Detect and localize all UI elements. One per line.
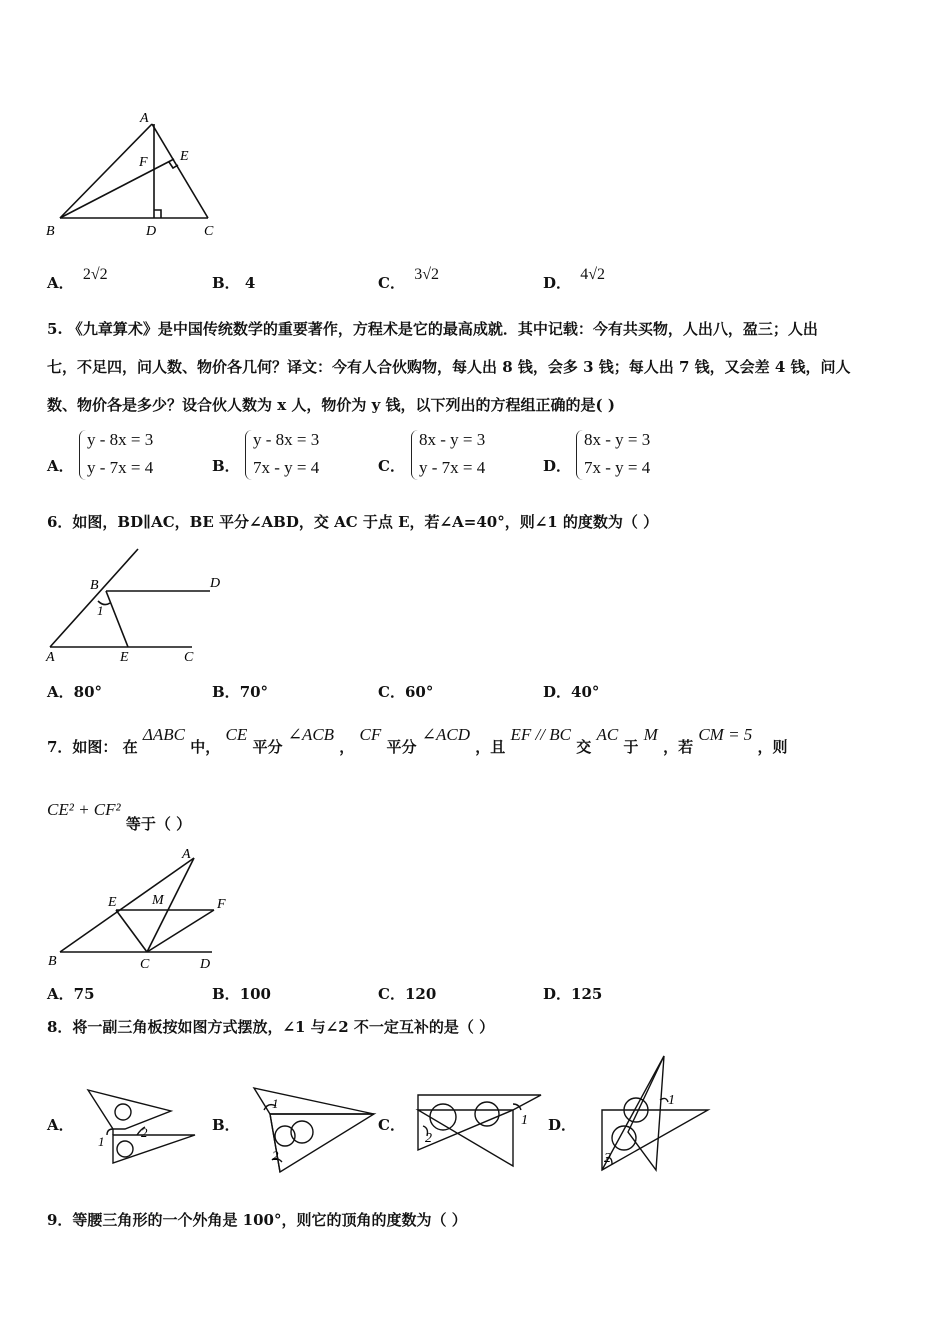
brace-icon: [79, 430, 86, 480]
q4-option-b[interactable]: [212, 272, 255, 293]
option-value: 4√2: [580, 266, 606, 283]
option-letter: C．: [378, 683, 405, 701]
q5-stem-line3: 数、物价各是多少？设合伙人数为 x 人，物价为 y 钱，以下列出的方程组正确的是( ): [47, 396, 615, 414]
angle-2-label: 2: [272, 1148, 279, 1163]
option-letter: A．: [47, 985, 74, 1003]
option-value: 100: [239, 985, 271, 1003]
brace-icon: [411, 430, 418, 480]
equation-2: y - 7x = 4: [87, 458, 154, 477]
option-letter: D．: [548, 1116, 577, 1134]
q7-option-b[interactable]: [212, 983, 271, 1004]
equation-system: [584, 426, 650, 482]
equation-1: y - 8x = 3: [87, 430, 154, 449]
q7-text: ，则: [757, 738, 788, 756]
q9-stem: 9．等腰三角形的一个外角是 100°，则它的顶角的度数为（ ）: [47, 1211, 467, 1229]
q8-a-figure: [85, 1085, 200, 1170]
q4-label-b: B: [46, 224, 55, 239]
option-value: 3√2: [414, 266, 439, 283]
q7-label-b: B: [48, 954, 57, 969]
q6-label-a: A: [46, 650, 55, 665]
equation-2: y - 7x = 4: [419, 458, 486, 477]
q4-label-e: E: [180, 149, 189, 164]
math-m: M: [643, 725, 658, 744]
q7-text: 等于（ ）: [125, 815, 192, 833]
q7-stem-line1: [47, 715, 788, 755]
q6-option-d[interactable]: [543, 681, 599, 702]
option-value: 40°: [571, 683, 600, 701]
option-letter: B．: [212, 457, 240, 475]
option-value: 80°: [73, 683, 103, 701]
q6-option-a[interactable]: [47, 681, 102, 702]
q7-option-d[interactable]: [543, 983, 602, 1004]
q6-label-e: E: [120, 650, 129, 665]
option-letter: D．: [543, 457, 572, 475]
q7-text: ，若: [663, 738, 694, 756]
q8-c-figure: [415, 1090, 545, 1170]
equation-1: 8x - y = 3: [419, 430, 486, 449]
angle-1-label: 1: [272, 1096, 279, 1111]
option-letter: A．: [47, 683, 74, 701]
angle-2-label: 2: [604, 1151, 611, 1166]
q7-text: 平分: [252, 738, 283, 756]
q7-stem-line2: [47, 790, 192, 833]
equation-2: 7x - y = 4: [584, 458, 651, 477]
math-ac: AC: [596, 725, 619, 744]
q6-option-b[interactable]: [212, 681, 268, 702]
q7-label-c: C: [140, 957, 150, 972]
q6-option-c[interactable]: [378, 681, 433, 702]
q8-stem: 8．将一副三角板按如图方式摆放，∠1 与∠2 不一定互补的是（ ）: [47, 1018, 495, 1036]
q7-text: 平分: [386, 738, 417, 756]
equation-1: 8x - y = 3: [584, 430, 651, 449]
q7-label-a: A: [182, 847, 191, 862]
option-letter: A．: [47, 457, 74, 475]
q6-figure: [40, 545, 240, 667]
q7-text: ，且: [475, 738, 506, 756]
option-letter: C．: [378, 1116, 405, 1134]
option-letter: B．: [212, 1116, 240, 1134]
option-letter: D．: [543, 985, 572, 1003]
q6-label-d: D: [210, 576, 221, 591]
q4-label-c: C: [204, 224, 214, 239]
q4-label-f: F: [139, 155, 148, 170]
angle-2-label: 2: [141, 1125, 148, 1140]
equation-1: y - 8x = 3: [253, 430, 320, 449]
q4-label-a: A: [140, 111, 149, 126]
q6-stem: 6．如图，BD∥AC，BE 平分∠ABD，交 AC 于点 E，若∠A=40°，则∠1 的度数为（ ）: [47, 513, 659, 531]
q8-b-figure: [250, 1080, 380, 1175]
equation-2: 7x - y = 4: [253, 458, 320, 477]
q5-stem-line1: 5. 《九章算术》是中国传统数学的重要著作，方程术是它的最高成就．其中记载：今有共买物，人出八，盈三；人出: [47, 320, 818, 338]
option-value: 2√2: [82, 266, 108, 283]
q7-label-d: D: [200, 957, 211, 972]
q7-label-f: F: [217, 897, 226, 912]
q7-figure: [40, 840, 240, 975]
q8-d-figure: [598, 1052, 713, 1177]
option-value: 4: [244, 274, 256, 292]
q6-label-1: 1: [97, 603, 104, 618]
angle-1-label: 1: [98, 1134, 105, 1149]
option-letter: D．: [543, 274, 572, 292]
option-value: 75: [73, 985, 95, 1003]
option-letter: A．: [47, 1116, 74, 1134]
q7-label-e: E: [108, 895, 117, 910]
q7-text: 交: [576, 738, 592, 756]
q4-option-c[interactable]: [378, 266, 439, 293]
equation-system: [253, 426, 319, 482]
math-abc: ΔABC: [142, 725, 185, 744]
q7-text: ，: [339, 738, 355, 756]
math-acd: ∠ACD: [421, 725, 471, 744]
math-ef-bc: EF // BC: [510, 725, 571, 744]
q7-label-m: M: [152, 893, 164, 908]
brace-icon: [245, 430, 252, 480]
angle-1-label: 1: [668, 1093, 675, 1108]
q7-text: 中，: [190, 738, 221, 756]
option-letter: B．: [212, 985, 240, 1003]
math-acb: ∠ACB: [287, 725, 335, 744]
option-letter: C．: [378, 457, 405, 475]
math-cm: CM = 5: [698, 725, 753, 744]
option-letter: D．: [543, 683, 572, 701]
q7-option-c[interactable]: [378, 983, 436, 1004]
equation-system: [87, 426, 153, 482]
q6-label-c: C: [184, 650, 194, 665]
angle-1-label: 1: [521, 1113, 528, 1128]
option-letter: B．: [212, 274, 240, 292]
option-value: 70°: [239, 683, 269, 701]
q4-option-a[interactable]: [47, 266, 108, 293]
option-letter: B．: [212, 683, 240, 701]
option-value: 125: [571, 985, 603, 1003]
q7-text: 于: [623, 738, 639, 756]
option-letter: A．: [47, 274, 74, 292]
q5-stem-line2: 七，不足四，问人数、物价各几何？译文：今有人合伙购物，每人出 8 钱，会多 3 钱；每人出 7 钱，又会差 4 钱，问人: [47, 358, 851, 376]
q7-option-a[interactable]: [47, 983, 95, 1004]
math-ce: CE: [225, 725, 248, 744]
q4-label-d: D: [146, 224, 157, 239]
q4-figure: [40, 108, 230, 243]
q7-text: 7．如图： 在: [47, 738, 138, 756]
q6-label-b: B: [90, 578, 99, 593]
q4-option-d[interactable]: [543, 266, 606, 293]
equation-system: [419, 426, 485, 482]
option-value: 120: [404, 985, 437, 1003]
brace-icon: [576, 430, 583, 480]
angle-2-label: 2: [425, 1131, 432, 1146]
option-letter: C．: [378, 985, 405, 1003]
option-value: 60°: [404, 683, 434, 701]
math-ce2-cf2: CE² + CF²: [47, 800, 121, 819]
math-cf: CF: [359, 725, 382, 744]
option-letter: C．: [378, 274, 405, 292]
